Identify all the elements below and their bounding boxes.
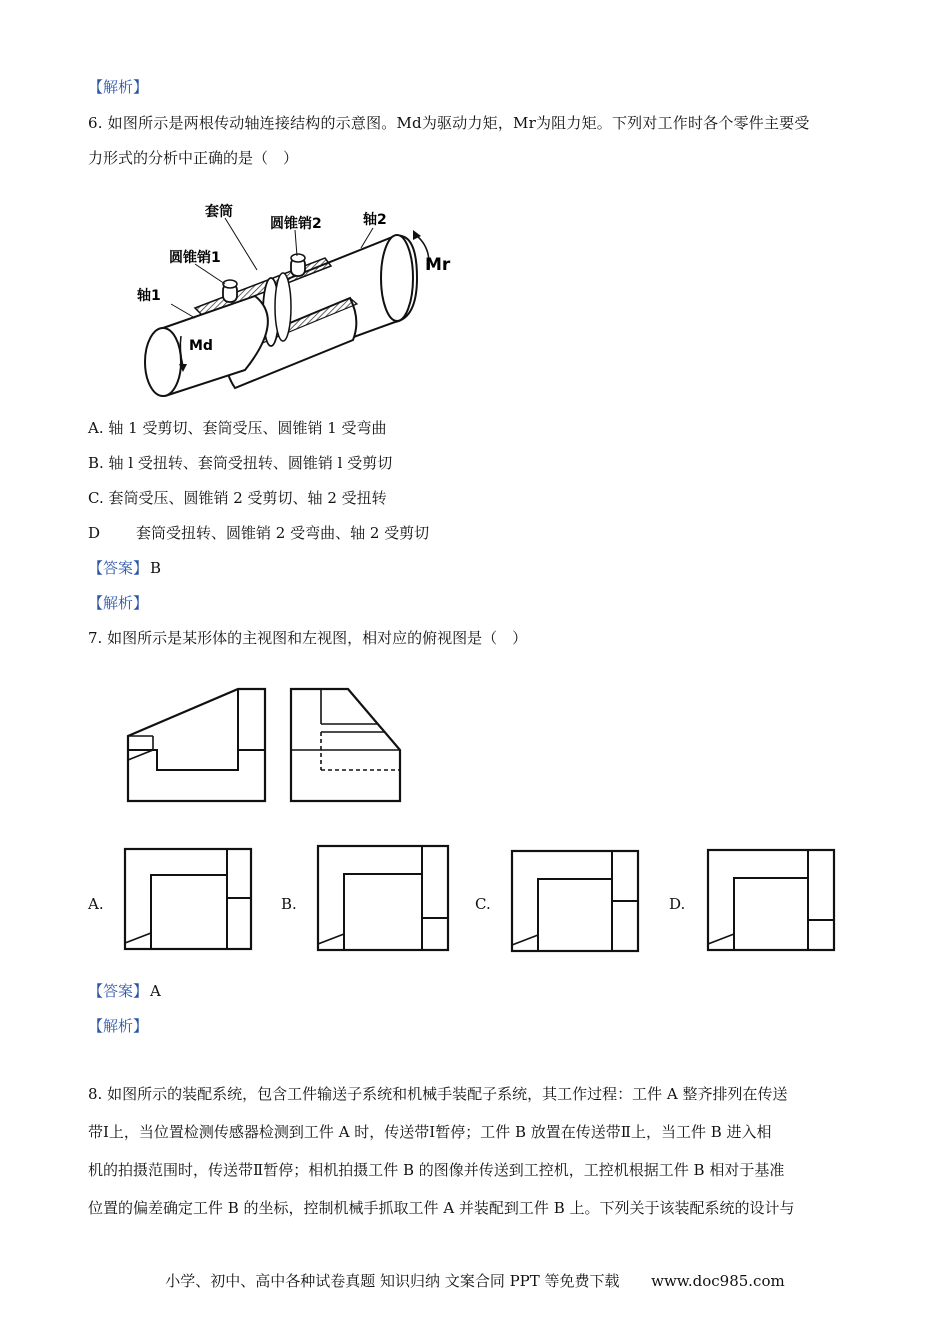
- q7-stem: 7. 如图所示是某形体的主视图和左视图，相对应的俯视图是（ ）: [88, 629, 528, 647]
- q6-answer-tag: 【答案】: [88, 559, 149, 577]
- q7-option-a-label: A.: [88, 895, 104, 913]
- label-shaft1: 轴1: [137, 288, 161, 304]
- q7-answer-value: A: [150, 982, 161, 1000]
- footer-text: 小学、初中、高中各种试卷真题 知识归纳 文案合同 PPT 等免费下载: [165, 1272, 620, 1290]
- q6-coupling-figure: [125, 200, 465, 400]
- q7-front-view: [125, 686, 267, 804]
- q6-analysis-tag: 【解析】: [88, 594, 149, 612]
- q8-stem-line4: 位置的偏差确定工件 B 的坐标，控制机械手抓取工件 A 并装配到工件 B 上。下列关于该装配系统的设计与: [88, 1199, 795, 1217]
- pin2-shape: [291, 254, 305, 276]
- q7-option-a-figure: [123, 847, 253, 951]
- q7-option-d-label: D.: [669, 895, 686, 913]
- pin1-shape: [223, 280, 237, 302]
- q5-analysis-tag: 【解析】: [88, 78, 149, 96]
- q7-answer-tag: 【答案】: [88, 982, 149, 1000]
- q7-option-b-label: B.: [281, 895, 297, 913]
- q6-option-a: A. 轴 1 受剪切、套筒受压、圆锥销 1 受弯曲: [88, 419, 387, 437]
- q7-option-c-figure: [510, 849, 640, 953]
- q8-stem-line2: 带Ⅰ上，当位置检测传感器检测到工件 A 时，传送带Ⅰ暂停；工件 B 放置在传送带Ⅱ上，当工件 B 进入相: [88, 1123, 772, 1141]
- label-sleeve: 套筒: [205, 204, 233, 220]
- q8-stem-line1: 8. 如图所示的装配系统，包含工件输送子系统和机械手装配子系统，其工作过程：工件 A 整齐排列在传送: [88, 1085, 788, 1103]
- label-md: Md: [189, 338, 213, 354]
- q7-option-b-figure: [316, 844, 450, 952]
- q6-option-d-text: 套筒受扭转、圆锥销 2 受弯曲、轴 2 受剪切: [136, 524, 430, 542]
- q6-answer-value: B: [150, 559, 162, 577]
- q7-option-d-figure: [706, 848, 836, 952]
- page-footer: [0, 1270, 950, 1291]
- q6-answer: [88, 558, 161, 578]
- q6-option-d-letter: D: [88, 524, 101, 542]
- q6-option-b: B. 轴 l 受扭转、套筒受扭转、圆锥销 l 受剪切: [88, 454, 393, 472]
- q6-stem-line1: 6. 如图所示是两根传动轴连接结构的示意图。Md为驱动力矩，Mr为阻力矩。下列对工作时各个零件主要受: [88, 114, 810, 132]
- q6-option-c: C. 套筒受压、圆锥销 2 受剪切、轴 2 受扭转: [88, 489, 387, 507]
- label-mr: Mr: [425, 255, 451, 275]
- footer-url[interactable]: www.doc985.com: [651, 1272, 785, 1290]
- q6-stem-line2: 力形式的分析中正确的是（ ）: [88, 149, 299, 167]
- q7-left-view: [288, 686, 404, 804]
- label-shaft2: 轴2: [363, 212, 387, 228]
- q7-analysis-tag: 【解析】: [88, 1017, 149, 1035]
- q8-stem-line3: 机的拍摄范围时，传送带Ⅱ暂停；相机拍摄工件 B 的图像并传送到工控机，工控机根据工件 B 相对于基准: [88, 1161, 785, 1179]
- q7-option-c-label: C.: [475, 895, 491, 913]
- label-pin2: 圆锥销2: [270, 216, 322, 232]
- q7-answer: [88, 981, 161, 1001]
- label-pin1: 圆锥销1: [169, 250, 221, 266]
